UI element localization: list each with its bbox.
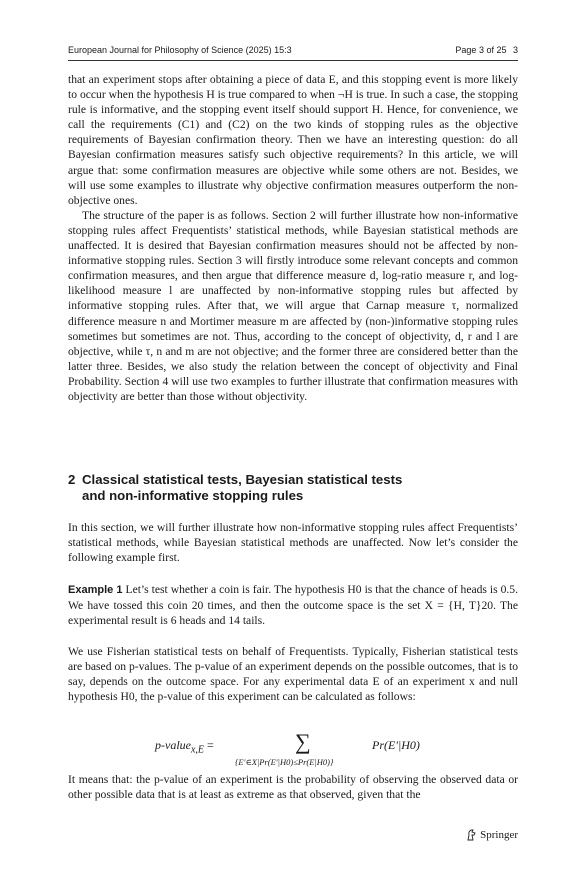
page-info [451, 45, 518, 55]
running-header [68, 42, 518, 58]
section-heading [68, 472, 518, 504]
section-title-line-2: and non-informative stopping rules [82, 488, 304, 503]
header-rule [68, 60, 518, 61]
section-number: 2 [68, 472, 76, 487]
paragraph-intro-section: In this section, we will further illustrate how non-informative stopping rules affect Frequentists’ statistical methods, while Bayesian statistical methods are unaffected. Now let’s consider the following example first. [68, 521, 518, 565]
publisher-name: Springer [480, 829, 518, 841]
summation-symbol: ∑ [295, 729, 311, 754]
page-label: Page 3 of 25 [455, 45, 507, 55]
page-number: 3 [512, 45, 518, 55]
formula-lhs: p-value$_{x,E}$ = [155, 738, 214, 756]
springer-horse-icon [466, 829, 477, 841]
intro-paragraph-2: The structure of the paper is as follows. Section 2 will further illustrate how non-informative stopping rules affect Frequentists’ statistical methods, while Bayesian statistical methods are unaffected. It is desired that Bayesian confirmation measures should not be affected by non-informative stopping rules. Section 3 will firstly introduce some relevant concepts and common confirmation measures, and then argue that difference measure d, log-ratio measure r, and log-likelihood measure l are unaffected by non-informative stopping rules but affected by informative stopping rules. After that, we will argue that Carnap measure τ, normalized difference measure n and Mortimer measure m are affected by (non-)informative stopping rules sometimes but sometimes are not. Thus, according to the concept of objectivity, d, r and l are objective, while τ, n and m are not objective; and the former three are considered better than the latter three. Besides, we also study the relation between the concept of objectivity and Final Probability. Section 4 will use two examples to further illustrate that confirmation measures with objectivity are better than those without objectivity. [68, 208, 518, 403]
section-title-line-1: Classical statistical tests, Bayesian statistical tests [82, 472, 403, 487]
example-text: Let’s test whether a coin is fair. The hypothesis H0 is that the chance of heads is 0.5. We have tossed this coin 20 times, and then the outcome space is the set X = {H, T}20. The experimental result is 6 heads and 14 tails. [68, 583, 519, 628]
summation-range: {E′∈X|Pr(E′|H0)≤Pr(E|H0)} [235, 757, 334, 767]
example-label: Example 1 [68, 584, 123, 596]
intro-text [68, 72, 518, 404]
paragraph-meaning: It means that: the p-value of an experiment is the probability of observing the observed data or other possible data that is at least as extreme as that observed, given that the [68, 773, 518, 802]
p-value-formula [150, 730, 450, 772]
publisher-logo [466, 829, 518, 841]
formula-rhs: Pr(E′|H0) [372, 738, 420, 752]
paragraph-fisherian: We use Fisherian statistical tests on behalf of Frequentists. Typically, Fisherian statistical tests are based on p-values. The p-value of an experiment depends on the possible outcomes, that is to say, depends on the outcome space. For any experimental data E of an experiment x and null hypothesis H0, the p-value of this experiment can be calculated as follows: [68, 645, 518, 704]
intro-paragraph-1: that an experiment stops after obtaining a piece of data E, and this stopping event is more likely to occur when the hypothesis H is true compared to when ¬H is true. In such a case, the stopping rule is informative, and the stopping event itself should support H. Hence, for convenience, we call the requirements (C1) and (C2) on the two kinds of stopping rules as the objective requirements of Bayesian confirmation theory. Then we have an interesting question: do all Bayesian confirmation measures satisfy such objective requirements? In this article, we will argue that: some confirmation measures are objective while some others are not. Besides, we will use some examples to illustrate why objective confirmation measures outperform the non-objective ones. [68, 73, 518, 207]
example-block [68, 582, 518, 628]
journal-citation: European Journal for Philosophy of Science (2025) 15:3 [68, 45, 292, 55]
